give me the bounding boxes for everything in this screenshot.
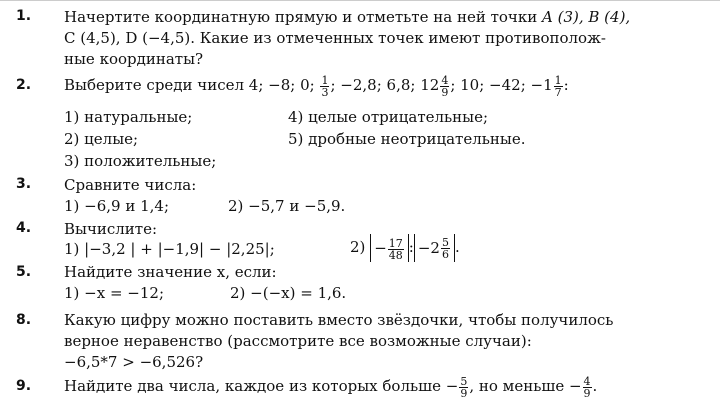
fraction: $\frac{1}{7}$: [554, 73, 562, 99]
task-9-line: Найдите два числа, каждое из которых больше − $\frac{5}{9}$ , но меньше − $\frac{4}{9}$ .: [64, 374, 598, 400]
task-8-line-1: Какую цифру можно поставить вместо звёздочки, чтобы получилось: [64, 311, 614, 329]
task-8-line-2: верное неравенство (рассмотрите все возможные случаи):: [64, 332, 532, 350]
task-2-line-1: Выберите среди чисел 4; −8; 0; $\frac{1}{3}$ ; −2,8; 6,8; 12 $\frac{4}{9}$ ; 10; −42; −1 $\frac{1}{7}$ :: [64, 73, 569, 99]
task-5-b: 2) −(−x) = 1,6.: [230, 284, 347, 302]
task-3-b: 2) −5,7 и −5,9.: [228, 197, 346, 215]
task-text: Выберите среди чисел 4; −8; 0;: [64, 76, 315, 94]
fraction: $\frac{4}{9}$: [441, 73, 449, 99]
task-number: 2.: [16, 77, 32, 93]
absolute-value: − $\frac{17}{48}$: [370, 234, 409, 262]
task-number: 4.: [16, 220, 32, 236]
task-1-line-2: C (4,5), D (−4,5). Какие из отмеченных точек имеют противополож-: [64, 29, 606, 47]
task-4-title: Вычислите:: [64, 220, 158, 238]
option-4: 4) целые отрицательные;: [288, 108, 489, 126]
task-8-line-3: −6,5*7 > −6,526?: [64, 353, 204, 371]
task-number: 3.: [16, 176, 32, 192]
absolute-value: −2 $\frac{5}{6}$: [414, 234, 455, 262]
task-text: Начертите координатную прямую и отметьте на ней точки: [64, 8, 538, 26]
task-5-a: 1) −x = −12;: [64, 284, 165, 302]
fraction: $\frac{1}{3}$: [321, 73, 329, 99]
fraction: $\frac{4}{9}$: [583, 374, 591, 400]
option-2: 2) целые;: [64, 130, 139, 148]
task-1-line-3: ные координаты?: [64, 50, 204, 68]
task-5-title: Найдите значение x, если:: [64, 263, 277, 281]
task-number: 9.: [16, 378, 32, 394]
task-number: 5.: [16, 264, 32, 280]
fraction: $\frac{5}{9}$: [460, 374, 468, 400]
option-1: 1) натуральные;: [64, 108, 193, 126]
task-3-title: Сравните числа:: [64, 176, 197, 194]
points-ab: A (3), B (4),: [542, 8, 631, 26]
option-5: 5) дробные неотрицательные.: [288, 130, 526, 148]
task-4-b: 2) − $\frac{17}{48}$ : −2 $\frac{5}{6}$ .: [350, 235, 460, 262]
task-number: 8.: [16, 312, 32, 328]
task-1-line-1: [64, 8, 630, 26]
top-edge: [0, 0, 720, 1]
task-3-a: 1) −6,9 и 1,4;: [64, 197, 170, 215]
option-3: 3) положительные;: [64, 152, 217, 170]
task-number: 1.: [16, 8, 32, 24]
task-4-a: 1) |−3,2 | + |−1,9| − |2,25|;: [64, 240, 275, 258]
